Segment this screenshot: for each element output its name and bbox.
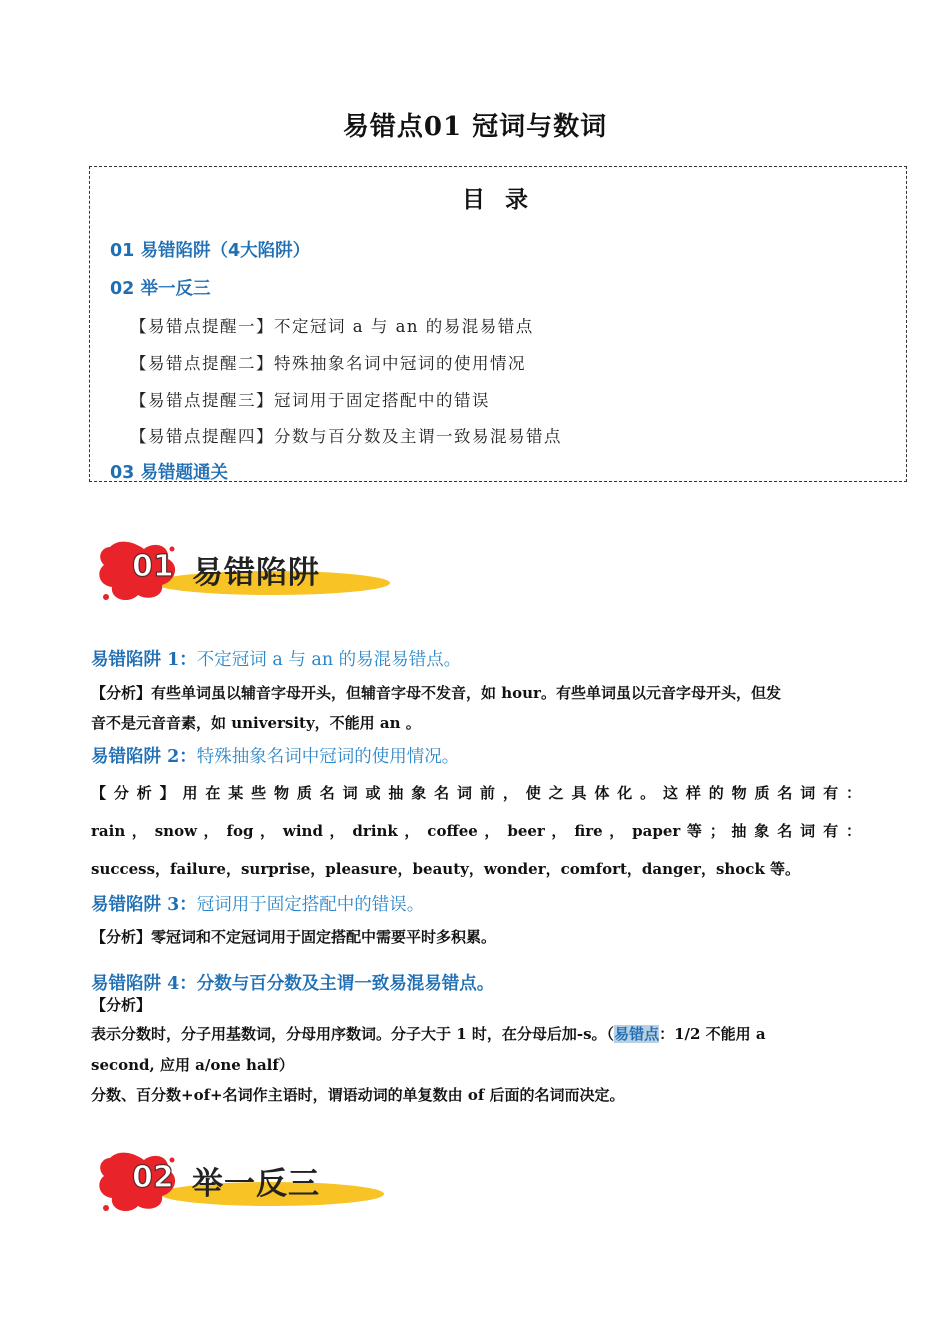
trap-4-line-1-end: ：1/2 不能用 a — [659, 1025, 766, 1043]
toc-section-3[interactable]: 03 易错题通关 — [110, 463, 228, 483]
banner-number: 02 — [132, 1160, 174, 1195]
trap-4-analysis-line-1 — [91, 1023, 766, 1044]
trap-4-analysis-line-3: 分数、百分数+of+名词作主语时，谓语动词的单复数由 of 后面的名词而决定。 — [91, 1086, 625, 1104]
section-banner-01 — [92, 535, 392, 607]
banner-number: 01 — [132, 549, 174, 584]
trap-4-label: 易错陷阱 4：分数与百分数及主谓一致易混易错点。 — [91, 974, 495, 994]
trap-3-analysis-line-1: 【分析】零冠词和不定冠词用于固定搭配中需要平时多积累。 — [91, 928, 497, 946]
trap-2-analysis-line-3: success，failure，surprise，pleasure，beauty，wonder，comfort，danger，shock 等。 — [91, 860, 801, 878]
page-title: 易错点01 冠词与数词 — [342, 112, 608, 142]
trap-3-label: 易错陷阱 3： — [91, 895, 197, 915]
trap-2-heading — [91, 743, 459, 768]
trap-1-analysis-line-1: 【分析】有些单词虽以辅音字母开头，但辅音字母不发音，如 hour。有些单词虽以元音字母开头，但发 — [91, 684, 781, 702]
trap-2-analysis-line-2: rain ， snow ， fog ， wind ， drink ， coffee ， beer ， fire ， paper 等 ； 抽 象 名 词 有 ： — [91, 822, 861, 840]
toc-section-2[interactable]: 02 举一反三 — [110, 279, 211, 299]
toc-heading: 目 录 — [461, 187, 534, 213]
trap-1-text: 不定冠词 a 与 an 的易混易错点。 — [196, 650, 462, 670]
toc-item-2[interactable]: 【易错点提醒二】特殊抽象名词中冠词的使用情况 — [130, 354, 526, 373]
toc-item-1[interactable]: 【易错点提醒一】不定冠词 a 与 an 的易混易错点 — [130, 317, 534, 336]
trap-4-analysis-label: 【分析】 — [91, 996, 152, 1014]
trap-2-label: 易错陷阱 2： — [91, 747, 197, 767]
trap-2-analysis-line-1: 【 分 析 】 用 在 某 些 物 质 名 词 或 抽 象 名 词 前 ， 使 之 具 体 化 。 这 样 的 物 质 名 词 有 ： — [91, 784, 861, 802]
section-banner-02 — [92, 1146, 392, 1218]
banner-title: 举一反三 — [192, 1166, 320, 1202]
toc-section-1[interactable]: 01 易错陷阱（4大陷阱） — [110, 241, 311, 261]
trap-4-heading — [91, 970, 494, 995]
trap-4-line-1-start: 表示分数时，分子用基数词，分母用序数词。分子大于 1 时，在分母后加-s。（ — [91, 1025, 615, 1043]
trap-1-heading — [91, 646, 461, 671]
trap-3-heading — [91, 891, 424, 916]
trap-1-label: 易错陷阱 1： — [91, 650, 197, 670]
toc-item-4[interactable]: 【易错点提醒四】分数与百分数及主谓一致易混易错点 — [130, 427, 562, 446]
toc-item-3[interactable]: 【易错点提醒三】冠词用于固定搭配中的错误 — [130, 391, 490, 410]
banner-title: 易错陷阱 — [192, 555, 320, 591]
trap-4-analysis-line-2: second, 应用 a/one half） — [91, 1056, 294, 1074]
trap-2-text: 特殊抽象名词中冠词的使用情况。 — [196, 747, 460, 767]
trap-1-analysis-line-2: 音不是元音音素，如 university，不能用 an 。 — [91, 714, 421, 732]
table-of-contents — [89, 166, 907, 482]
trap-3-text: 冠词用于固定搭配中的错误。 — [196, 895, 425, 915]
trap-4-highlight: 易错点 — [614, 1025, 660, 1043]
